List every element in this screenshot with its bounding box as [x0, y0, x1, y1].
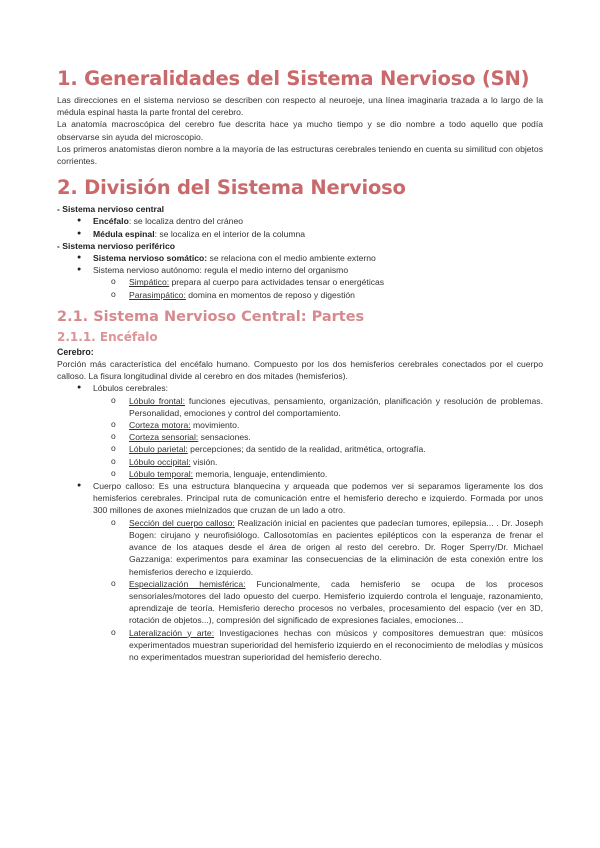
description: Funcionalmente, cada hemisferio se ocupa de los procesos sensoriales/motores del lado opuesto del cuerpo. Hemisferio izquierdo controla el lenguaje, razonamiento, aprendizaje de teoría. Hemisferio derecho procesos no verbales, procesamiento del espacio (ver en 3D, rotación de objetos...), compresión del significado de expresiones faciales, emociones... [129, 578, 543, 626]
list-item [93, 419, 543, 431]
peripheral-list [57, 252, 543, 301]
description: funciones ejecutivas, pensamiento, organización, planificación y resolución de problemas. Personalidad, emociones y control del comportamiento. [129, 395, 543, 418]
section-1-paragraph-1: Las direcciones en el sistema nervioso se describen con respecto al neuroeje, una línea imaginaria trazada a lo largo de la médula espinal hasta la parte frontal del cerebro. [57, 95, 543, 118]
section-2-title: 2. División del Sistema Nervioso [57, 176, 406, 200]
description: Investigaciones hechas con músicos y compositores demuestran que: músicos experimentados muestran superioridad del hemisferio izquierdo en el reconocimiento de melodías y músicos no experimentados muestran superioridad del hemisferio derecho. [129, 627, 543, 662]
description: domina en momentos de reposo y digestión [185, 289, 355, 300]
encefalo-list [57, 382, 543, 663]
list-item [57, 264, 543, 301]
list-item [57, 215, 543, 227]
cerebro-label: Cerebro: [57, 346, 94, 357]
term: Simpático: [129, 277, 170, 288]
term: Cuerpo calloso [93, 481, 153, 492]
autonomic-sublist [93, 276, 543, 300]
term: Encéfalo [93, 216, 129, 227]
term: Sección del cuerpo calloso: [129, 517, 235, 528]
description: : Es una estructura blanquecina y arqueada que podemos ver si separamos ligeramente los dos hemisferios cerebrales. Principal ruta de comunicación entre el hemisferio derecho e izquierdo. Formada por unos 300 millones de axones mielnizados que cruzan de un lado a otro. [93, 481, 543, 516]
description: percepciones; da sentido de la realidad, aritmética, ortografía. [187, 444, 426, 455]
term: Sistema nervioso somático: [93, 253, 208, 264]
section-2-1-title: 2.1. Sistema Nervioso Central: Partes [57, 308, 365, 325]
list-item [93, 468, 543, 480]
term: Parasimpático: [129, 289, 186, 300]
term: Lóbulo frontal: [129, 395, 185, 406]
list-item [57, 480, 543, 663]
list-item [93, 517, 543, 578]
list-item [93, 578, 543, 627]
list-item [93, 431, 543, 443]
description: : se localiza en el interior de la columna [154, 228, 306, 239]
description: Realización inicial en pacientes que padecían tumores, epilepsia... . Dr. Joseph Bogen: cirujano y neurofisiólogo. Callosotomías en pacientes epilépticos con la esperanza de frenar el avance de los ataques desde el área de origen al resto del cerebro. Dr. Roger Sperry/Dr. Michael Gazzaniga: experimentos para examinar las consecuencias de la eliminación de esta conexión entre los hemisferios derecho e izquierdo. [129, 517, 543, 577]
description: memoria, lenguaje, entendimiento. [193, 468, 328, 479]
term: Corteza sensorial: [129, 432, 199, 443]
list-item [93, 627, 543, 664]
term: Lóbulo occipital: [129, 456, 191, 467]
central-list [57, 215, 543, 239]
list-item [57, 382, 543, 480]
section-2-1-1-title: 2.1.1. Encéfalo [57, 329, 158, 344]
description: prepara al cuerpo para actividades tensar o energéticas [169, 277, 385, 288]
lobulos-label: Lóbulos cerebrales: [93, 383, 169, 394]
description: visión. [190, 456, 218, 467]
section-1-paragraph-3: Los primeros anatomistas dieron nombre a la mayoría de las estructuras cerebrales teniendo en cuenta su similitud con objetos corrientes. [57, 143, 543, 167]
description: movimiento. [190, 420, 240, 431]
section-1-title: 1. Generalidades del Sistema Nervioso (SN) [57, 67, 530, 90]
description: sensaciones. [198, 432, 251, 443]
list-item [93, 276, 543, 288]
section-1-paragraph-2: La anatomía macroscópica del cerebro fue descrita hace ya mucho tiempo y se dio nombre a todo aquello que podía observarse sin ayuda del microscopio. [57, 119, 543, 142]
description: se relaciona con el medio ambiente externo [207, 253, 376, 264]
term: Lateralización y arte: [129, 627, 215, 638]
peripheral-nervous-system-label: - Sistema nervioso periférico [57, 240, 175, 251]
list-item [93, 456, 543, 468]
calloso-sublist [93, 517, 543, 663]
list-item [93, 443, 543, 455]
term: Corteza motora: [129, 420, 191, 431]
list-item [93, 395, 543, 419]
lobulos-sublist [93, 395, 543, 480]
term: Sistema nervioso autónomo [93, 265, 200, 276]
term: Lóbulo temporal: [129, 468, 194, 479]
list-item [57, 252, 543, 264]
cerebro-paragraph: Porción más característica del encéfalo humano. Compuesto por los dos hemisferios cerebrales conectados por el cuerpo calloso. La fisura longitudinal divide al cerebro en dos mitades (hemisferios). [57, 359, 543, 382]
term: Lóbulo parietal: [129, 444, 188, 455]
list-item [57, 228, 543, 240]
description: : se localiza dentro del cráneo [128, 216, 244, 227]
term: Especialización hemisférica: [129, 578, 246, 589]
list-item [93, 289, 543, 301]
central-nervous-system-label: - Sistema nervioso central [57, 204, 164, 215]
term: Médula espinal [93, 228, 155, 239]
description: : regula el medio interno del organismo [199, 265, 349, 276]
